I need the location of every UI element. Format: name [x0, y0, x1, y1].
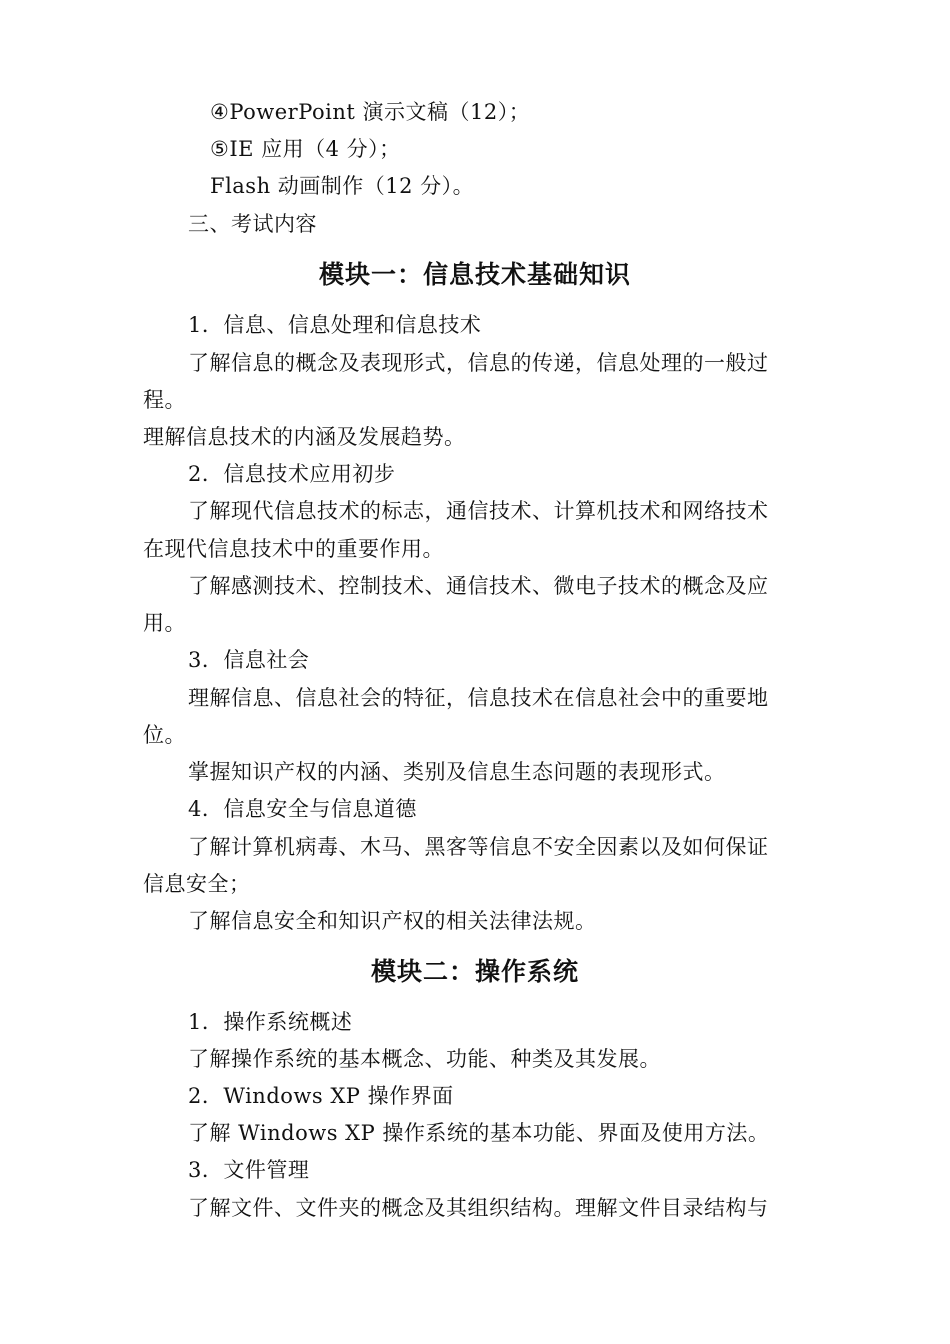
scoring-item-ie: ⑤IE 应用（4 分）；: [210, 137, 401, 161]
module1-paragraph-line: 在现代信息技术中的重要作用。: [143, 537, 444, 561]
module1-paragraph-line: 理解信息、信息社会的特征，信息技术在信息社会中的重要地: [188, 686, 769, 710]
module1-subheading: 1．信息、信息处理和信息技术: [188, 313, 482, 337]
module1-heading: 模块一：信息技术基础知识: [318, 260, 631, 289]
module2-heading: 模块二：操作系统: [370, 957, 579, 986]
module1-paragraph-line: 了解感测技术、控制技术、通信技术、微电子技术的概念及应: [188, 574, 769, 598]
module1-paragraph-line: 了解计算机病毒、木马、黑客等信息不安全因素以及如何保证: [188, 835, 769, 859]
module1-paragraph-line: 了解信息的概念及表现形式，信息的传递，信息处理的一般过: [188, 351, 769, 375]
scoring-item-powerpoint: ④PowerPoint 演示文稿（12）；: [210, 100, 531, 124]
module2-subheading: 2．Windows XP 操作界面: [188, 1084, 454, 1108]
module1-subheading: 2．信息技术应用初步: [188, 462, 396, 486]
module2-subheading: 1．操作系统概述: [188, 1010, 353, 1034]
module2-paragraph-line: 了解文件、文件夹的概念及其组织结构。理解文件目录结构与: [188, 1196, 769, 1220]
module1-paragraph-line: 信息安全；: [143, 872, 251, 896]
module1-paragraph-line: 理解信息技术的内涵及发展趋势。: [143, 425, 466, 449]
module1-paragraph-line: 掌握知识产权的内涵、类别及信息生态问题的表现形式。: [188, 760, 726, 784]
module1-paragraph-line: 程。: [143, 388, 186, 412]
module1-subheading: 4．信息安全与信息道德: [188, 797, 417, 821]
module2-subheading: 3．文件管理: [188, 1158, 310, 1182]
module1-paragraph-line: 了解信息安全和知识产权的相关法律法规。: [188, 909, 597, 933]
module2-paragraph-line: 了解操作系统的基本概念、功能、种类及其发展。: [188, 1047, 661, 1071]
module2-paragraph-line: 了解 Windows XP 操作系统的基本功能、界面及使用方法。: [188, 1121, 770, 1145]
module1-paragraph-line: 了解现代信息技术的标志，通信技术、计算机技术和网络技术: [188, 499, 769, 523]
section-title: 三、考试内容: [188, 212, 317, 236]
scoring-item-flash: Flash 动画制作（12 分）。: [210, 174, 475, 198]
module1-paragraph-line: 位。: [143, 723, 186, 747]
module1-subheading: 3．信息社会: [188, 648, 310, 672]
module1-paragraph-line: 用。: [143, 611, 186, 635]
